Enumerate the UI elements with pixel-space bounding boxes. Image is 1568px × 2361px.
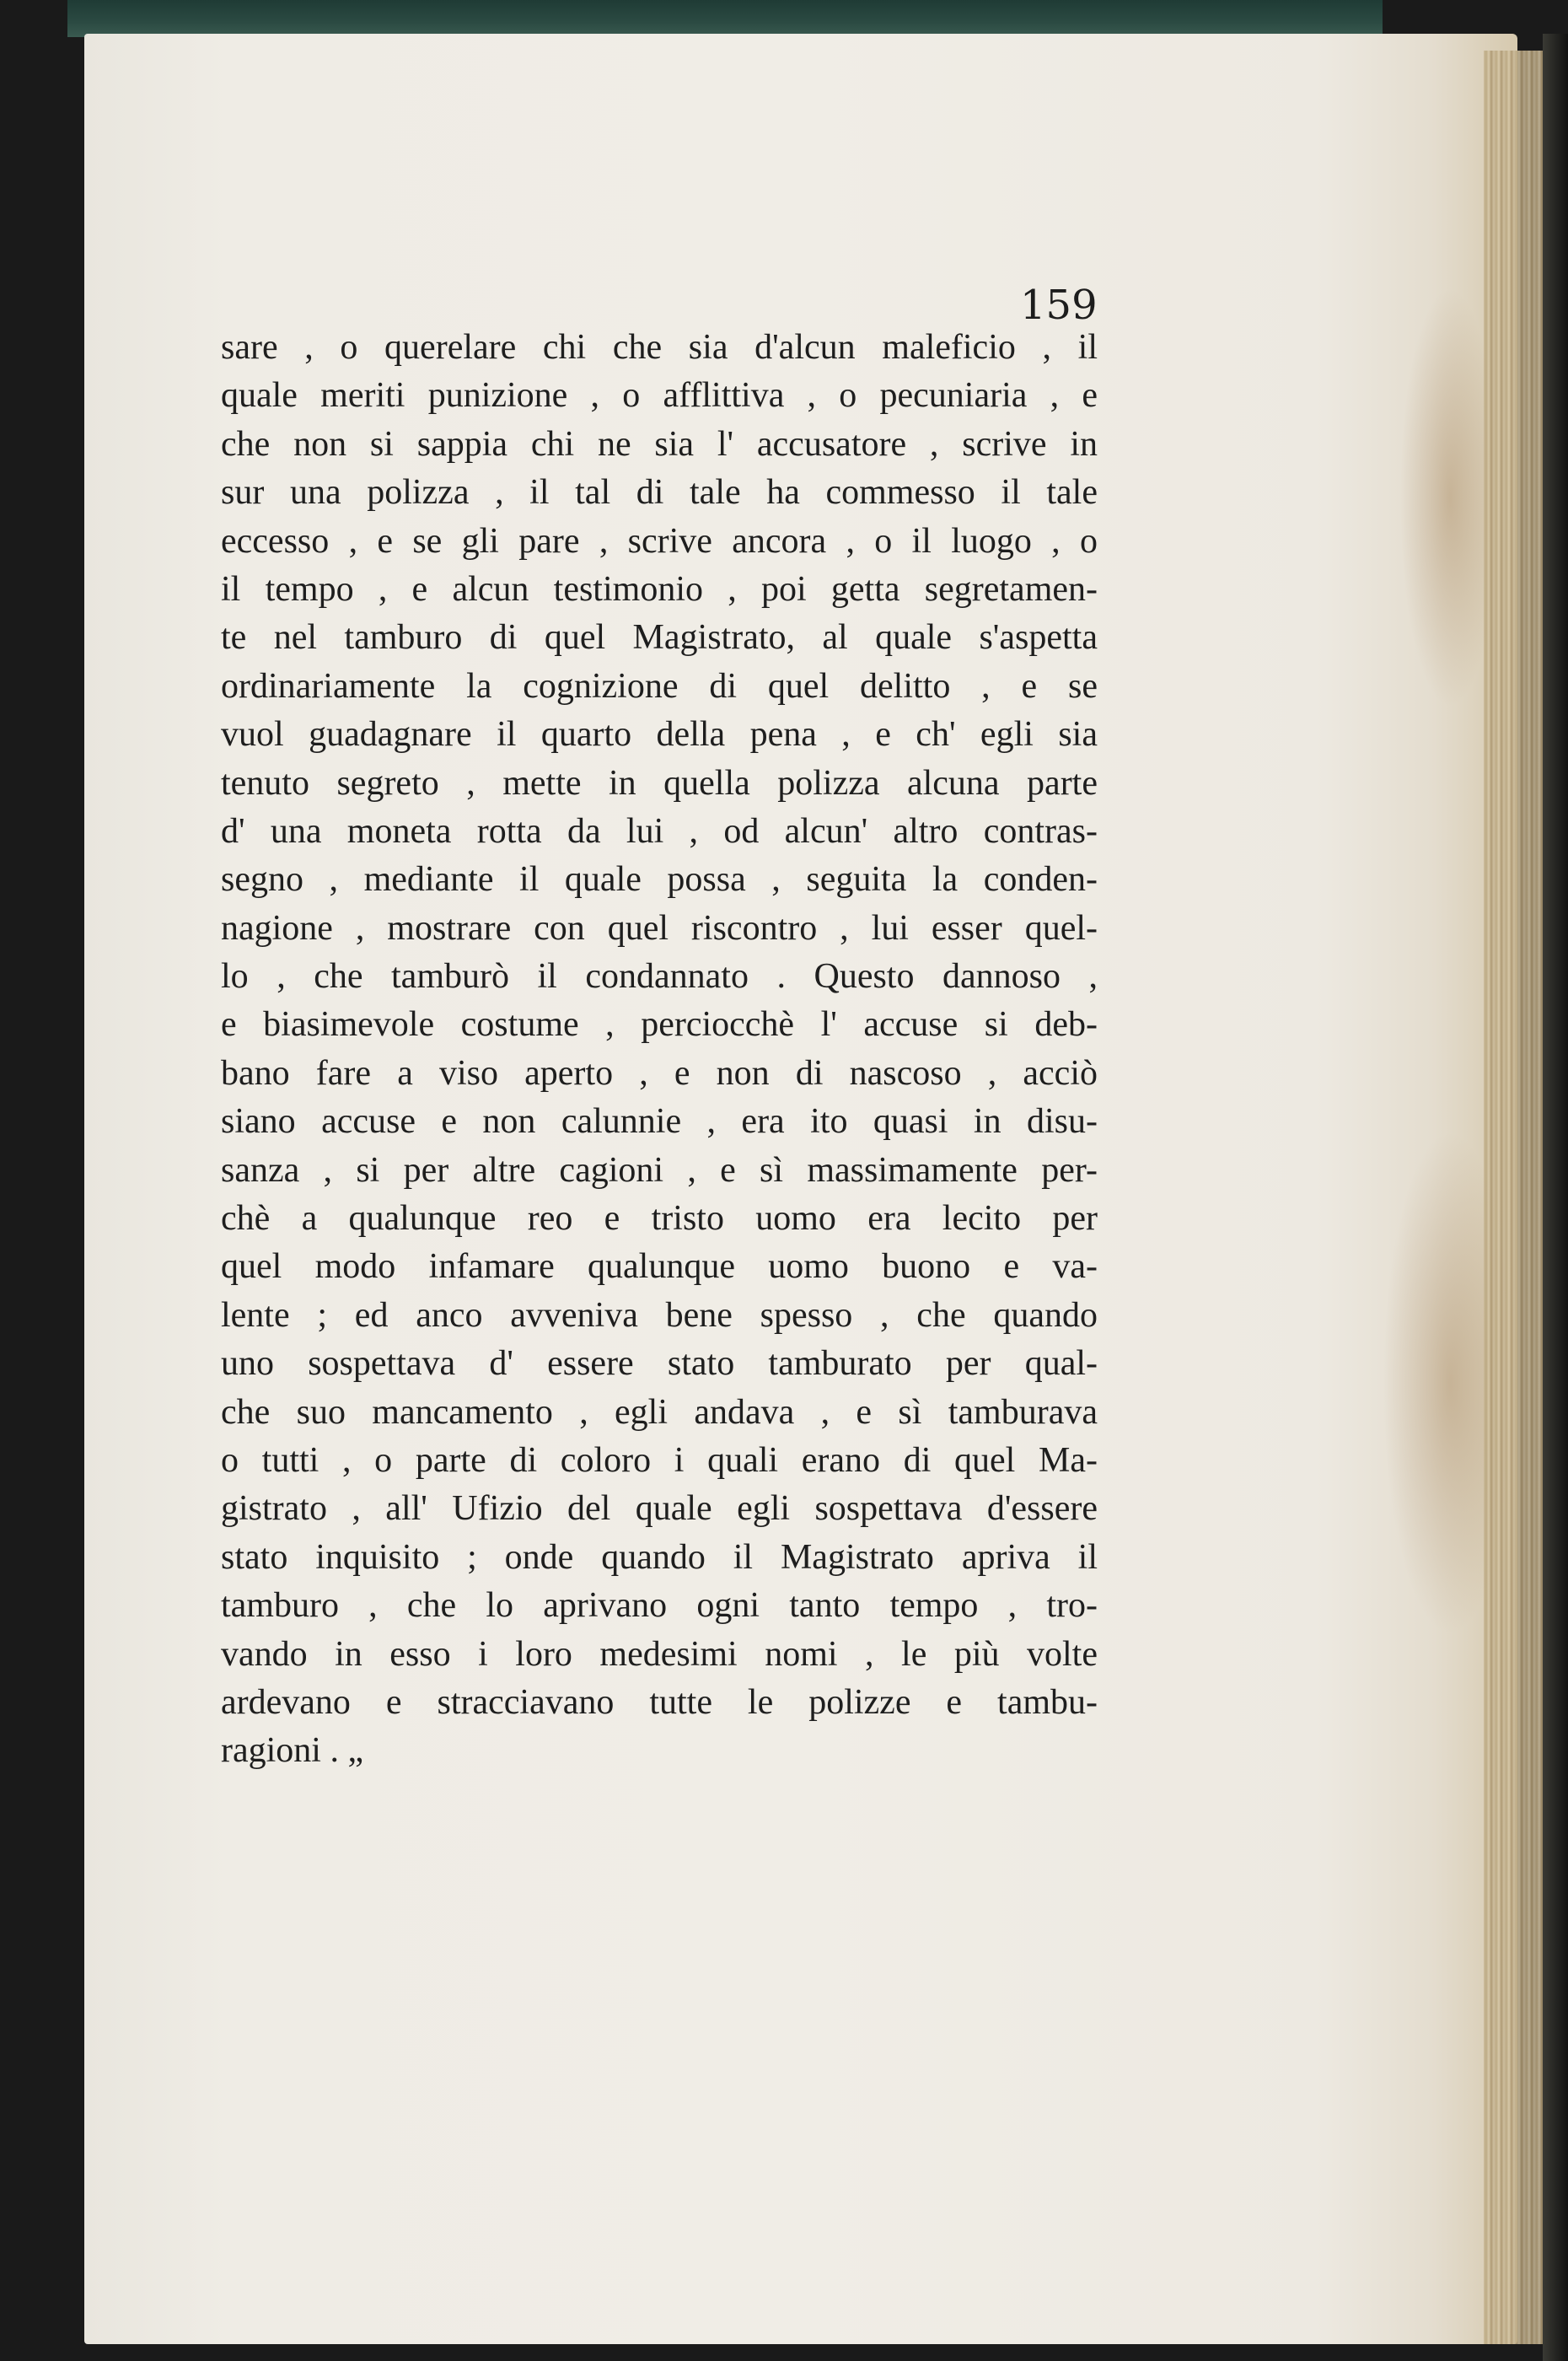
- text-line: che suo mancamento , egli andava , e sì tamburava: [221, 1392, 1098, 1432]
- text-line: sanza , si per altre cagioni , e sì massimamente per-: [221, 1150, 1098, 1190]
- text-line: sur una polizza , il tal di tale ha commesso il tale: [221, 473, 1098, 513]
- text-line: vando in esso i loro medesimi nomi , le più volte: [221, 1634, 1098, 1674]
- text-line: lo , che tamburò il condannato . Questo dannoso ,: [221, 957, 1098, 997]
- text-line: gistrato , all' Ufizio del quale egli sospettava d'essere: [221, 1489, 1098, 1529]
- page-number: 159: [1020, 282, 1098, 329]
- text-line: o tutti , o parte di coloro i quali erano di quel Ma-: [221, 1440, 1098, 1480]
- text-line: sare , o querelare chi che sia d'alcun maleficio , il: [221, 328, 1098, 367]
- text-line: quale meriti punizione , o afflittiva , o pecuniaria , e: [221, 376, 1098, 416]
- text-line: tenuto segreto , mette in quella polizza alcuna parte: [221, 763, 1098, 803]
- text-line: ordinariamente la cognizione di quel delitto , e se: [221, 666, 1098, 706]
- text-body: [221, 324, 1098, 1776]
- text-line: nagione , mostrare con quel riscontro , lui esser quel-: [221, 908, 1098, 948]
- text-line: eccesso , e se gli pare , scrive ancora , o il luogo , o: [221, 521, 1098, 561]
- page-edges: [1484, 51, 1543, 2344]
- text-line: lente ; ed anco avveniva bene spesso , che quando: [221, 1295, 1098, 1335]
- text-line: il tempo , e alcun testimonio , poi getta segretamen-: [221, 569, 1098, 609]
- text-line: segno , mediante il quale possa , seguita la conden-: [221, 860, 1098, 900]
- text-line: ardevano e stracciavano tutte le polizze e tambu-: [221, 1682, 1098, 1722]
- text-line: chè a qualunque reo e tristo uomo era lecito per: [221, 1199, 1098, 1239]
- text-line: e biasimevole costume , perciocchè l' accuse si deb-: [221, 1005, 1098, 1045]
- text-line: tamburo , che lo aprivano ogni tanto tempo , tro-: [221, 1586, 1098, 1626]
- text-line: quel modo infamare qualunque uomo buono e va-: [221, 1247, 1098, 1287]
- text-line: ragioni . „: [221, 1731, 364, 1771]
- text-line: vuol guadagnare il quarto della pena , e ch' egli sia: [221, 715, 1098, 755]
- text-line: stato inquisito ; onde quando il Magistrato apriva il: [221, 1537, 1098, 1577]
- text-line: te nel tamburo di quel Magistrato, al quale s'aspetta: [221, 618, 1098, 658]
- book-cover-strip: [67, 0, 1383, 37]
- text-line: uno sospettava d' essere stato tamburato per qual-: [221, 1344, 1098, 1384]
- text-line: d' una moneta rotta da lui , od alcun' altro contras-: [221, 811, 1098, 851]
- text-line: siano accuse e non calunnie , era ito quasi in disu-: [221, 1102, 1098, 1142]
- text-line: bano fare a viso aperto , e non di nascoso , acciò: [221, 1053, 1098, 1093]
- text-line: che non si sappia chi ne sia l' accusatore , scrive in: [221, 424, 1098, 464]
- book-spine: [1543, 34, 1568, 2361]
